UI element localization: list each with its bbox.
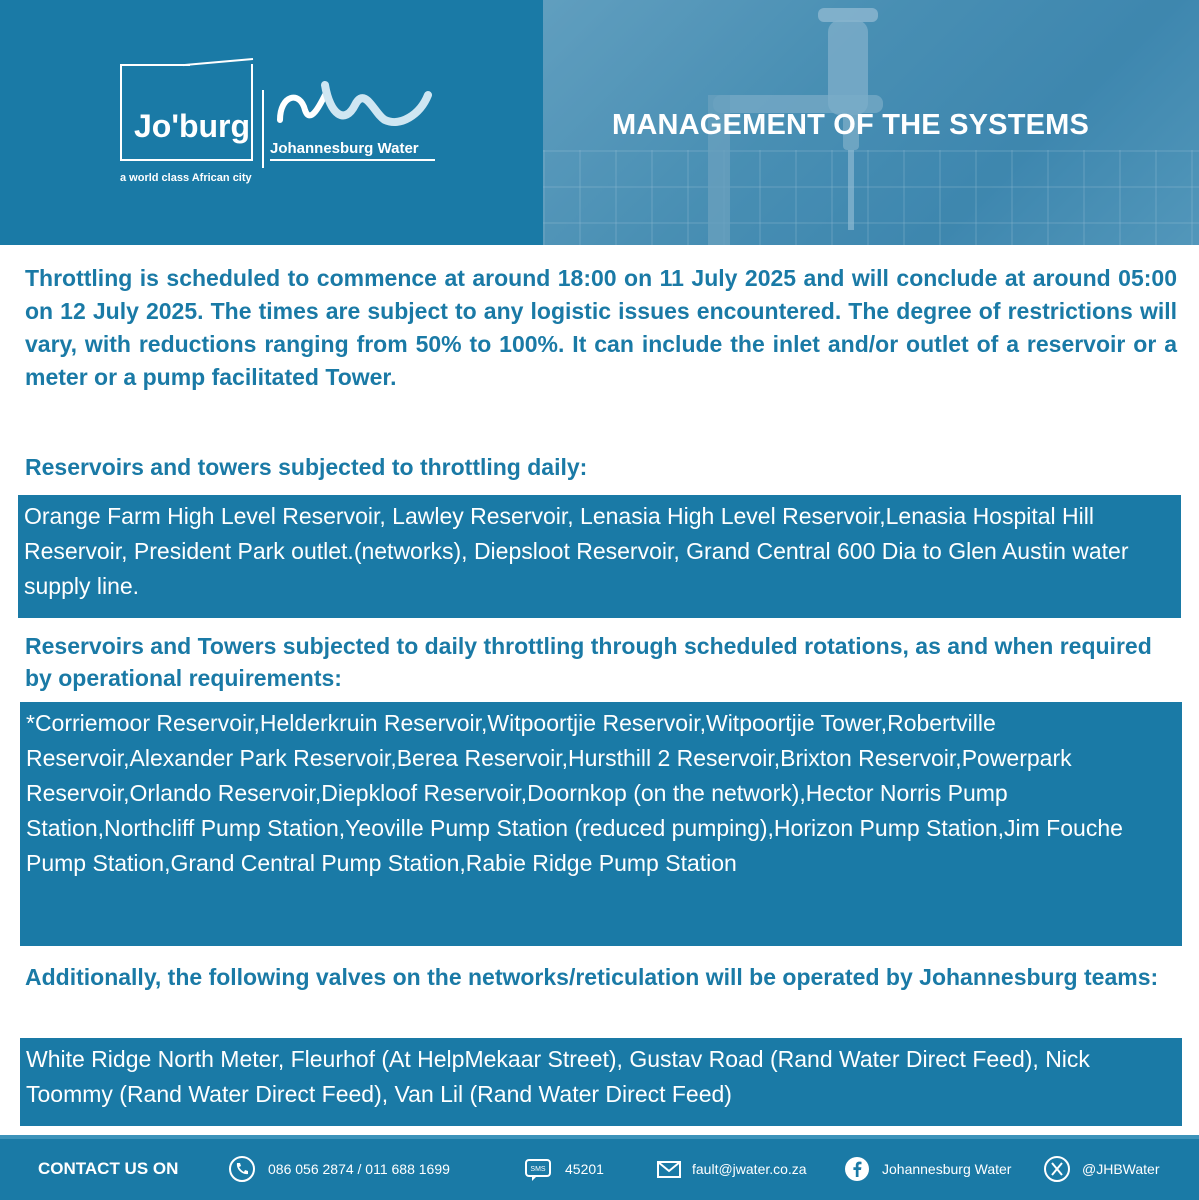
sms-icon <box>524 1155 552 1183</box>
facebook-icon <box>843 1155 871 1183</box>
logo-underline <box>270 159 435 161</box>
johannesburg-water-logo-icon <box>270 75 435 135</box>
facebook-handle[interactable]: Johannesburg Water <box>882 1161 1012 1177</box>
logo-divider <box>262 90 264 168</box>
sms-number[interactable]: 45201 <box>565 1161 604 1177</box>
johannesburg-water-text: Johannesburg Water <box>270 140 419 157</box>
phone-numbers[interactable]: 086 056 2874 / 011 688 1699 <box>268 1161 450 1177</box>
email-address[interactable]: fault@jwater.co.za <box>692 1161 807 1177</box>
joburg-tagline: a world class African city <box>120 172 252 184</box>
twitter-handle[interactable]: @JHBWater <box>1082 1161 1160 1177</box>
svg-text:SMS: SMS <box>530 1166 546 1173</box>
section3-box: White Ridge North Meter, Fleurhof (At HelpMekaar Street), Gustav Road (Rand Water Direct Feed), Nick Toommy (Rand Water Direct Feed), Van Lil (Rand Water Direct Feed) <box>20 1038 1182 1126</box>
phone-icon <box>228 1155 256 1183</box>
contact-footer <box>0 1132 1199 1200</box>
section2-box: *Corriemoor Reservoir,Helderkruin Reservoir,Witpoortjie Reservoir,Witpoortjie Tower,Robertville Reservoir,Alexander Park Reservoir,Berea Reservoir,Hursthill 2 Reservoir,Brixton Reservoir,Powerpark Reservoir,Orlando Reservoir,Diepkloof Reservoir,Doornkop (on the network),Hector Norris Pump Station,Northcliff Pump Station,Yeoville Pump Station (reduced pumping),Horizon Pump Station,Jim Fouche Pump Station,Grand Central Pump Station,Rabie Ridge Pump Station <box>20 702 1182 946</box>
section1-heading: Reservoirs and towers subjected to throttling daily: <box>25 454 588 480</box>
contact-label: CONTACT US ON <box>38 1159 179 1178</box>
section1-box: Orange Farm High Level Reservoir, Lawley Reservoir, Lenasia High Level Reservoir,Lenasia Hospital Hill Reservoir, President Park outlet.(networks), Diepsloot Reservoir, Grand Central 600 Dia to Glen Austin water supply line. <box>18 495 1181 618</box>
page-title: MANAGEMENT OF THE SYSTEMS <box>612 109 1090 141</box>
header-banner <box>0 0 1199 245</box>
x-twitter-icon <box>1043 1155 1071 1183</box>
intro-paragraph: Throttling is scheduled to commence at around 18:00 on 11 July 2025 and will conclude at around 05:00 on 12 July 2025. The times are subject to any logistic issues encountered. The degree of restrictions will vary, with reductions ranging from 50% to 100%. It can include the inlet and/or outlet of a reservoir or a meter or a pump facilitated Tower. <box>25 265 1177 390</box>
joburg-logo: Jo'burg <box>134 108 251 144</box>
section2-heading: Reservoirs and Towers subjected to daily throttling through scheduled rotations, as and when required by operational requirements: <box>25 633 1152 691</box>
section3-heading: Additionally, the following valves on the networks/reticulation will be operated by Johannesburg teams: <box>25 964 1159 990</box>
email-icon <box>655 1155 683 1183</box>
